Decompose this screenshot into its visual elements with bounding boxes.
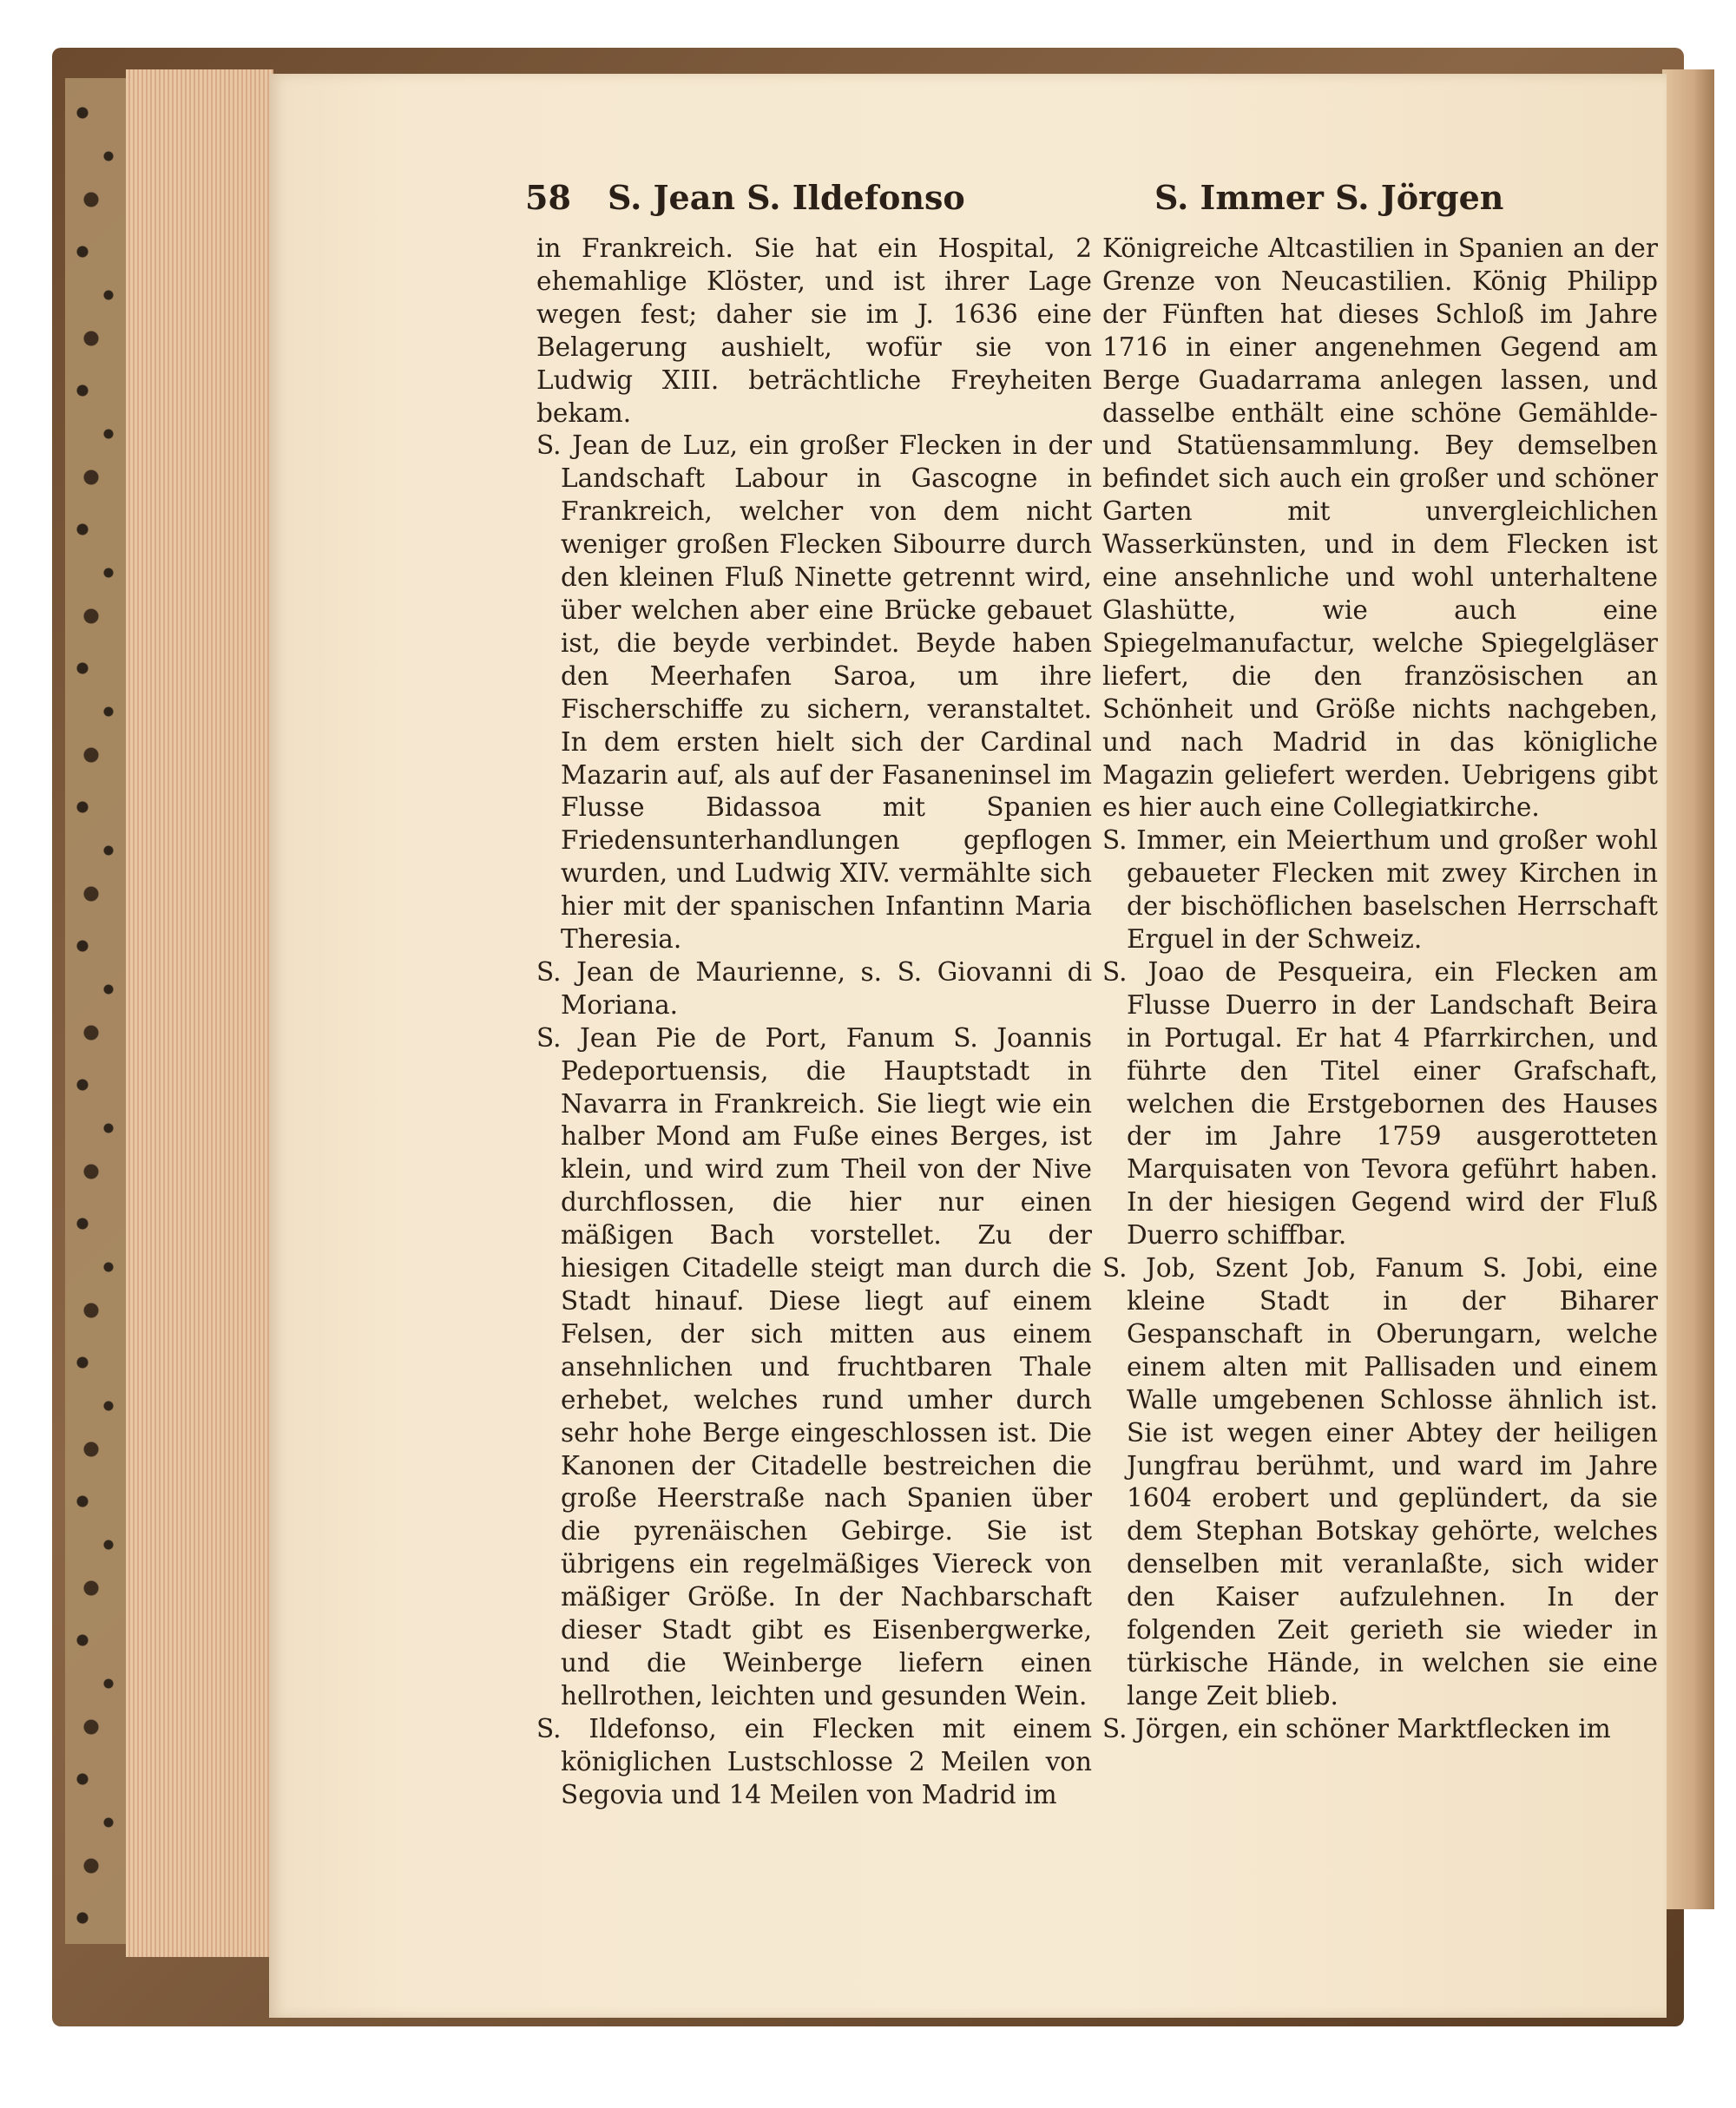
left-entry-jean-de-maurienne: S. Jean de Maurienne, s. S. Giovanni di Moriana. — [536, 956, 1092, 1020]
right-entry-job: S. Job, Szent Job, Fanum S. Jobi, eine kleine Stadt in der Biharer Gespanschaft in Oberungarn, welche einem alten mit Pallisaden und einem Walle umgebenen Schlosse ähnlich ist. Sie ist wegen einer Abtey der heiligen Jungfrau berühmt, und ward im Jahre 1604 erobert und geplündert, da sie dem Stephan Botskay gehörte, welches denselben mit veranlaßte, sich wider den Kaiser aufzulehnen. In der folgenden Zeit gerieth sie wieder in türkische Hände, in welchen sie eine lange Zeit blieb. — [1102, 1253, 1658, 1711]
right-paragraph-1: Königreiche Altcastilien in Spanien an der Grenze von Neucastilien. König Philipp der Fünften hat dieses Schloß im Jahre 1716 in einer angenehmen Gegend am Berge Guadarrama anlegen lassen, und dasselbe enthält eine schöne Gemählde- und Statüensammlung. Bey demselben befindet sich auch ein großer und schöner Garten mit unvergleichlichen Wasserkünsten, und in dem Flecken ist eine ansehnliche und wohl unterhaltene Glashütte, wie auch eine Spiegelmanufactur, welche Spiegelgläser liefert, die den französischen an Schönheit und Größe nichts nachgeben, und nach Madrid in das königliche Magazin geliefert werden. Uebrigens gibt es hier auch eine Collegiatkirche. — [1102, 233, 1658, 823]
page-edges-right — [1662, 69, 1714, 1909]
left-column — [536, 233, 1092, 1812]
left-entry-jean-pie-de-port: S. Jean Pie de Port, Fanum S. Joannis Pedeportuensis, die Hauptstadt in Navarra in Frankreich. Sie liegt wie ein halber Mond am Fuße eines Berges, ist klein, und wird zum Theil von der Nive durchflossen, die hier nur einen mäßigen Bach vorstellet. Zu der hiesigen Citadelle steigt man durch die Stadt hinauf. Diese liegt auf einem Felsen, der sich mitten aus einem ansehnlichen und fruchtbaren Thale erhebet, welches rund umher durch sehr hohe Berge eingeschlossen ist. Die Kanonen der Citadelle bestreichen die große Heerstraße nach Spanien über die pyrenäischen Gebirge. Sie ist übrigens ein regelmäßiges Viereck von mäßiger Größe. In der Nachbarschaft dieser Stadt gibt es Eisenbergwerke, und die Weinberge liefern einen hellrothen, leichten und gesunden Wein. — [536, 1022, 1092, 1711]
left-entry-ildefonso: S. Ildefonso, ein Flecken mit einem königlichen Lustschlosse 2 Meilen von Segovia und 14 Meilen von Madrid im — [536, 1713, 1092, 1809]
left-catchwords: S. Jean S. Ildefonso — [608, 178, 965, 217]
left-entry-jean-de-luz: S. Jean de Luz, ein großer Flecken in der Landschaft Labour in Gascogne in Frankreich, welcher von dem nicht weniger großen Flecken Sibourre durch den kleinen Fluß Ninette getrennt wird, über welchen aber eine Brücke gebauet ist, die beyde verbindet. Beyde haben den Meerhafen Saroa, um ihre Fischerschiffe zu sichern, veranstaltet. In dem ersten hielt sich der Cardinal Mazarin auf, als auf der Fasaneninsel im Flusse Bidassoa mit Spanien Friedensunterhandlungen gepflogen wurden, und Ludwig XIV. vermählte sich hier mit der spanischen Infantinn Maria Theresia. — [536, 430, 1092, 955]
right-entry-immer: S. Immer, ein Meierthum und großer wohl gebaueter Flecken mit zwey Kirchen in der bischöflichen baselschen Herrschaft Erguel in der Schweiz. — [1102, 825, 1658, 955]
marbled-endpaper — [65, 78, 126, 1944]
right-entry-joao-de-pesqueira: S. Joao de Pesqueira, ein Flecken am Flusse Duerro in der Landschaft Beira in Portugal. Er hat 4 Pfarrkirchen, und führte den Titel einer Grafschaft, welchen die Erstgebornen des Hauses der im Jahre 1759 ausgerotteten Marquisaten von Tevora geführt haben. In der hiesigen Gegend wird der Fluß Duerro schiffbar. — [1102, 956, 1658, 1251]
right-catchwords: S. Immer S. Jörgen — [1154, 178, 1504, 217]
right-column — [1102, 233, 1658, 1746]
left-paragraph-1: in Frankreich. Sie hat ein Hospital, 2 ehemahlige Klöster, und ist ihrer Lage wegen fest; daher sie im J. 1636 eine Belagerung aushielt, wofür sie von Ludwig XIII. beträchtliche Freyheiten bekam. — [536, 233, 1092, 428]
page-number: 58 — [525, 178, 571, 217]
page-edges-left — [126, 69, 273, 1957]
right-entry-jorgen: S. Jörgen, ein schöner Marktflecken im — [1102, 1713, 1611, 1744]
